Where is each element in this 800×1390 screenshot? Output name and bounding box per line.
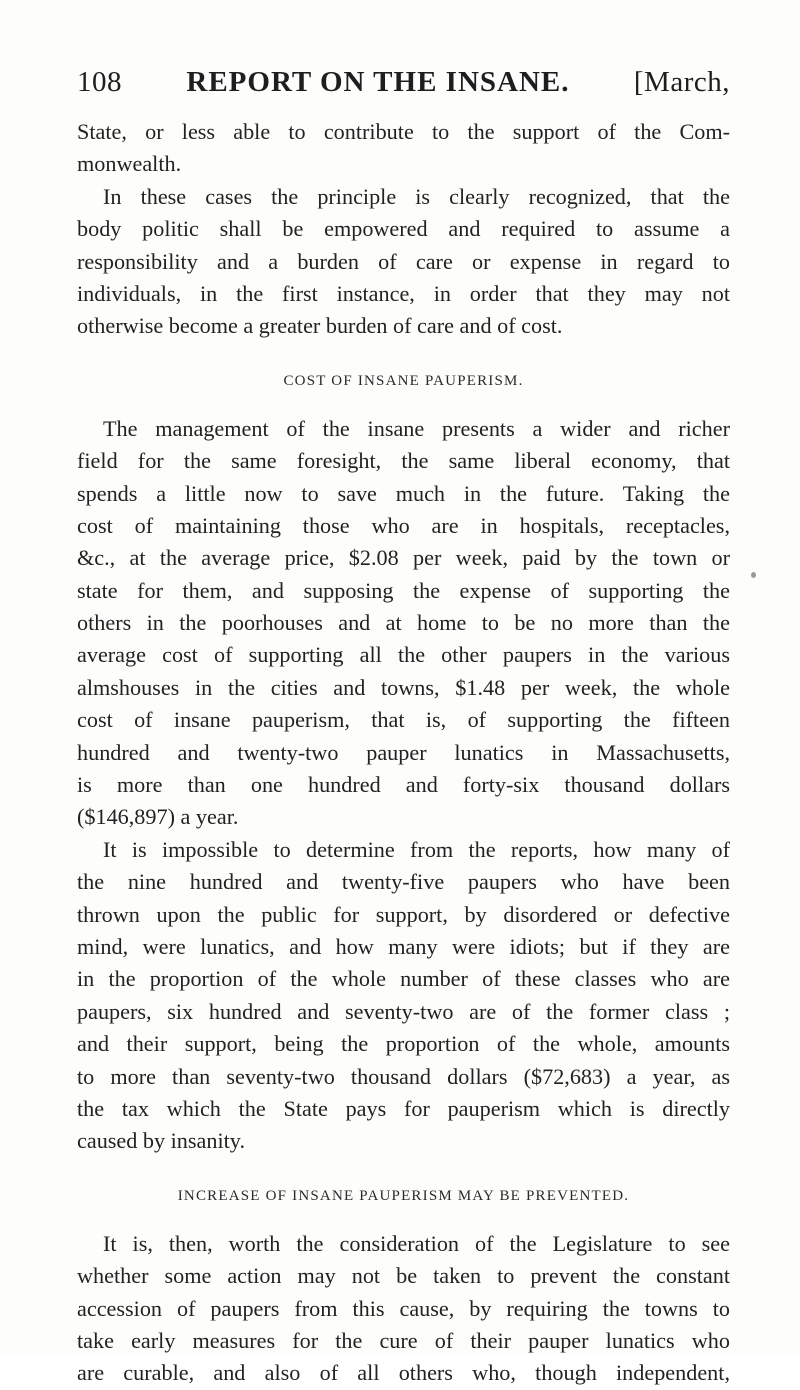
text-line: &c., at the average price, $2.08 per week, paid by the town or bbox=[77, 545, 730, 571]
text-line: body politic shall be empowered and required to assume a bbox=[77, 216, 730, 242]
text-line: State, or less able to contribute to the support of the Com- bbox=[77, 119, 730, 144]
running-header bbox=[77, 66, 730, 106]
text-line: monwealth. bbox=[77, 151, 182, 177]
text-line: are curable, and also of all others who, though independent, bbox=[77, 1360, 730, 1386]
running-title: REPORT ON THE INSANE. bbox=[186, 66, 570, 98]
paragraph-management bbox=[77, 413, 730, 834]
text-line: almshouses in the cities and towns, $1.48 per week, the whole bbox=[77, 674, 730, 700]
text-line: in the proportion of the whole number of these classes who are bbox=[77, 966, 730, 992]
text-line: accession of paupers from this cause, by requiring the towns to bbox=[77, 1295, 730, 1321]
stray-ink-mark bbox=[751, 572, 756, 578]
text-line: It is impossible to determine from the reports, how many of bbox=[103, 836, 730, 862]
text-line: field for the same foresight, the same liberal economy, that bbox=[77, 448, 730, 474]
section-heading: COST OF INSANE PAUPERISM. bbox=[283, 372, 524, 389]
text-line: others in the poorhouses and at home to be no more than the bbox=[77, 610, 730, 636]
paragraph-continuation bbox=[77, 116, 730, 181]
text-line: take early measures for the cure of their pauper lunatics who bbox=[77, 1327, 730, 1353]
paragraph-legislature bbox=[77, 1228, 730, 1390]
text-line: the nine hundred and twenty-five paupers who have been bbox=[77, 869, 730, 895]
text-line: paupers, six hundred and seventy-two are of the former class ; bbox=[77, 998, 730, 1024]
section-heading: INCREASE OF INSANE PAUPERISM MAY BE PREVENTED. bbox=[177, 1187, 630, 1204]
text-line: cost of maintaining those who are in hospitals, receptacles, bbox=[77, 512, 730, 538]
text-line: whether some action may not be taken to prevent the constant bbox=[77, 1263, 730, 1289]
text-line: the tax which the State pays for pauperism which is directly bbox=[77, 1095, 730, 1121]
paragraph-principle bbox=[77, 181, 730, 343]
text-line: cost of insane pauperism, that is, of supporting the fifteen bbox=[77, 707, 730, 733]
text-line: state for them, and supposing the expense of supporting the bbox=[77, 577, 730, 603]
text-line: individuals, in the first instance, in order that they may not bbox=[77, 280, 730, 306]
header-date: [March, bbox=[633, 66, 730, 98]
text-line: and their support, being the proportion of the whole, amounts bbox=[77, 1031, 730, 1057]
text-line: caused by insanity. bbox=[77, 1128, 246, 1154]
text-line: to more than seventy-two thousand dollars ($72,683) a year, as bbox=[77, 1063, 730, 1089]
text-line: responsibility and a burden of care or expense in regard to bbox=[77, 248, 730, 274]
paragraph-impossible bbox=[77, 834, 730, 1158]
text-line: The management of the insane presents a wider and richer bbox=[103, 415, 730, 441]
text-line: average cost of supporting all the other paupers in the various bbox=[77, 642, 730, 668]
text-line: thrown upon the public for support, by disordered or defective bbox=[77, 901, 730, 927]
body-text bbox=[77, 116, 730, 1390]
text-line: is more than one hundred and forty-six thousand dollars bbox=[77, 772, 730, 798]
text-line: It is, then, worth the consideration of the Legislature to see bbox=[103, 1230, 730, 1256]
text-line: mind, were lunatics, and how many were idiots; but if they are bbox=[77, 933, 730, 959]
text-line: hundred and twenty-two pauper lunatics in Massachusetts, bbox=[77, 739, 730, 765]
text-line: otherwise become a greater burden of care and of cost. bbox=[77, 313, 563, 339]
text-line: spends a little now to save much in the future. Taking the bbox=[77, 480, 730, 506]
text-line: In these cases the principle is clearly recognized, that the bbox=[103, 183, 730, 209]
page-number: 108 bbox=[77, 66, 122, 98]
text-line: ($146,897) a year. bbox=[77, 804, 239, 830]
